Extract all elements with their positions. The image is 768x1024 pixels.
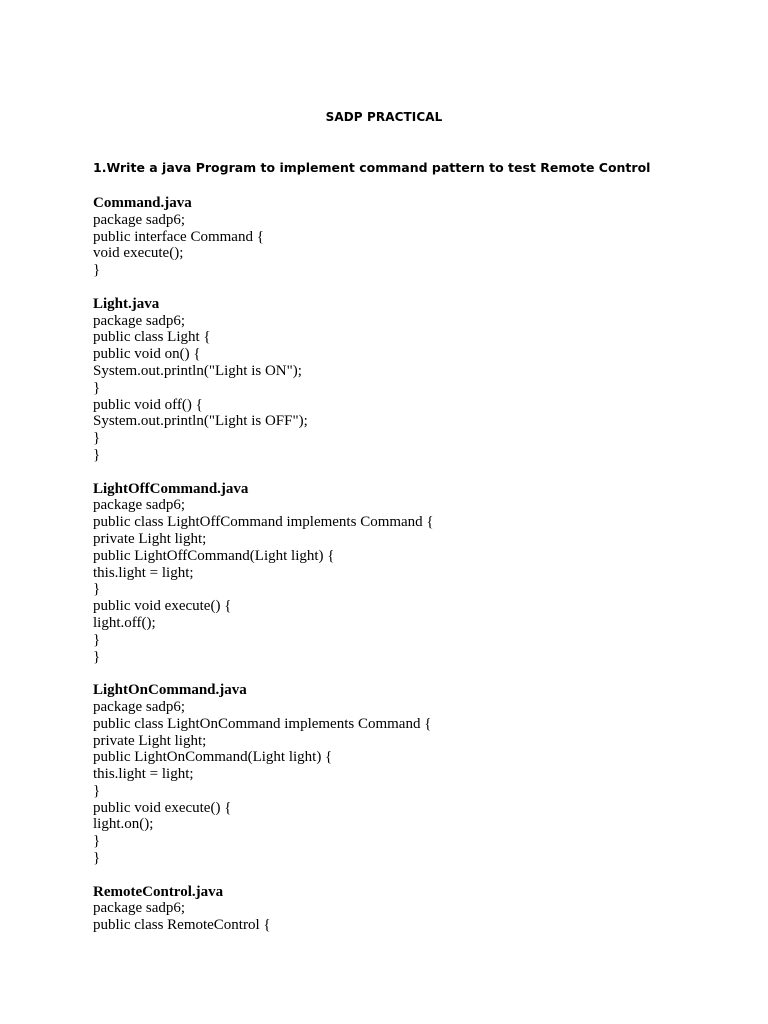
code-section — [93, 296, 733, 464]
code-line: } — [93, 262, 101, 279]
file-name-heading: LightOnCommand.java — [93, 682, 247, 699]
code-line: private Light light; — [93, 530, 207, 547]
code-line: package sadp6; — [93, 312, 186, 329]
code-line: System.out.println("Light is ON"); — [93, 362, 302, 379]
code-line: public LightOnCommand(Light light) { — [93, 749, 333, 766]
code-section — [93, 682, 733, 867]
question-heading: 1.Write a java Program to implement command pattern to test Remote Control — [93, 160, 651, 175]
code-line: package sadp6; — [93, 900, 186, 917]
document-title: SADP PRACTICAL — [325, 110, 443, 124]
code-line: public interface Command { — [93, 228, 264, 245]
file-name-heading: RemoteControl.java — [93, 883, 224, 900]
code-line: System.out.println("Light is OFF"); — [93, 413, 308, 430]
file-name-heading: LightOffCommand.java — [93, 480, 249, 497]
code-sections — [93, 195, 733, 951]
code-line: public LightOffCommand(Light light) { — [93, 547, 335, 564]
code-line: package sadp6; — [93, 698, 186, 715]
code-line: light.off(); — [93, 614, 156, 631]
code-line: public void execute() { — [93, 799, 232, 816]
file-name-heading: Light.java — [93, 295, 160, 312]
code-line: public void execute() { — [93, 598, 232, 615]
code-section — [93, 481, 733, 666]
code-line: } — [93, 446, 101, 463]
code-line: package sadp6; — [93, 211, 186, 228]
code-line: public class RemoteControl { — [93, 917, 271, 934]
code-line: } — [93, 782, 101, 799]
code-line: } — [93, 648, 101, 665]
code-line: } — [93, 379, 101, 396]
code-line: public class LightOnCommand implements Command { — [93, 715, 432, 732]
code-line: light.on(); — [93, 816, 154, 833]
code-line: public class LightOffCommand implements Command { — [93, 514, 434, 531]
code-section — [93, 884, 733, 934]
code-line: void execute(); — [93, 245, 184, 262]
code-line: } — [93, 581, 101, 598]
code-line: } — [93, 430, 101, 447]
code-line: this.light = light; — [93, 564, 194, 581]
code-line: } — [93, 631, 101, 648]
code-line: public void on() { — [93, 346, 201, 363]
code-line: public class Light { — [93, 329, 211, 346]
code-line: public void off() { — [93, 396, 203, 413]
code-line: private Light light; — [93, 732, 207, 749]
code-section — [93, 195, 733, 279]
file-name-heading: Command.java — [93, 195, 192, 211]
code-line: } — [93, 850, 101, 867]
code-line: this.light = light; — [93, 766, 194, 783]
code-line: package sadp6; — [93, 497, 186, 514]
code-line: } — [93, 833, 101, 850]
